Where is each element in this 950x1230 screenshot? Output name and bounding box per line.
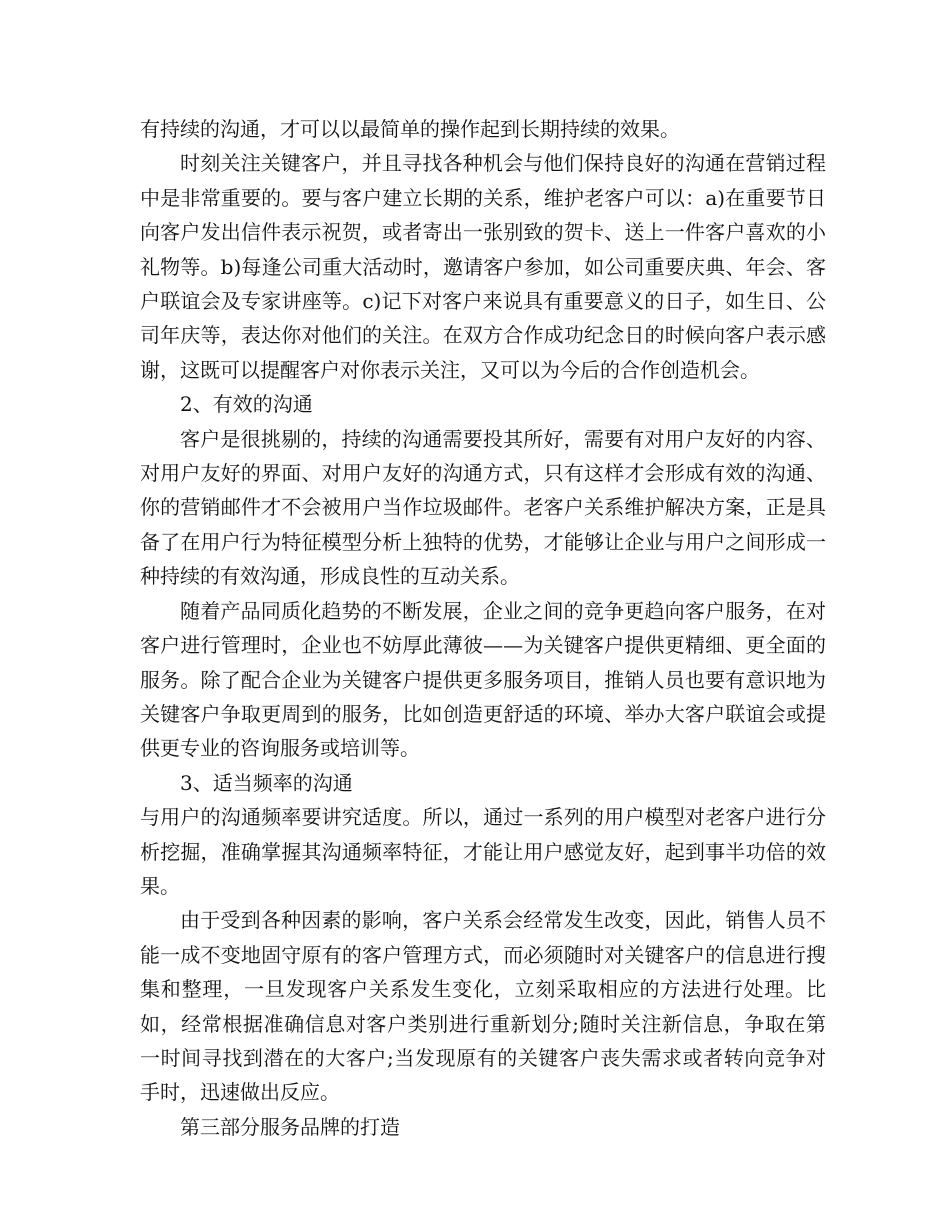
document-body [140, 112, 826, 1144]
paragraph-effective-communication: 客户是很挑剔的，持续的沟通需要投其所好，需要有对用户友好的内容、对用户友好的界面、对用户友好的沟通方式，只有这样才会形成有效的沟通、你的营销邮件才不会被用户当作垃圾邮件。老客户关系维护解决方案，正是具备了在用户行为特征模型分析上独特的优势，才能够让企业与用户之间形成一种持续的有效沟通，形成良性的互动关系。 [140, 426, 826, 589]
paragraph-continuation: 有持续的沟通，才可以以最简单的操作起到长期持续的效果。 [140, 117, 680, 141]
paragraph-frequency: 与用户的沟通频率要讲究适度。所以，通过一系列的用户模型对老客户进行分析挖掘，准确掌握其沟通频率特征，才能让用户感觉友好，起到事半功倍的效果。 [140, 805, 826, 898]
paragraph-key-customer-care: 时刻关注关键客户，并且寻找各种机会与他们保持良好的沟通在营销过程中是非常重要的。要与客户建立长期的关系，维护老客户可以：a)在重要节日向客户发出信件表示祝贺，或者寄出一张别致的贺卡、送上一件客户喜欢的小礼物等。b)每逢公司重大活动时，邀请客户参加，如公司重要庆典、年会、客户联谊会及专家讲座等。c)记下对客户来说具有重要意义的日子，如生日、公司年庆等，表达你对他们的关注。在双方合作成功纪念日的时候向客户表示感谢，这既可以提醒客户对你表示关注，又可以为今后的合作创造机会。 [140, 151, 826, 382]
section-heading-part-three: 第三部分服务品牌的打造 [180, 1114, 400, 1139]
section-heading-communication-frequency: 3、适当频率的沟通 [180, 770, 353, 795]
paragraph-relationship-changes: 由于受到各种因素的影响，客户关系会经常发生改变，因此，销售人员不能一成不变地固守原有的客户管理方式，而必须随时对关键客户的信息进行搜集和整理，一旦发现客户关系发生变化，立刻采取相应的方法进行处理。比如，经常根据准确信息对客户类别进行重新划分;随时关注新信息，争取在第一时间寻找到潜在的大客户;当发现原有的关键客户丧失需求或者转向竞争对手时，迅速做出反应。 [140, 908, 826, 1105]
paragraph-service-competition: 随着产品同质化趋势的不断发展，企业之间的竞争更趋向客户服务，在对客户进行管理时，企业也不妨厚此薄彼——为关键客户提供更精细、更全面的服务。除了配合企业为关键客户提供更多服务项目，推销人员也要有意识地为关键客户争取更周到的服务，比如创造更舒适的环境、举办大客户联谊会或提供更专业的咨询服务或培训等。 [140, 598, 826, 761]
section-heading-effective-communication: 2、有效的沟通 [180, 392, 313, 417]
